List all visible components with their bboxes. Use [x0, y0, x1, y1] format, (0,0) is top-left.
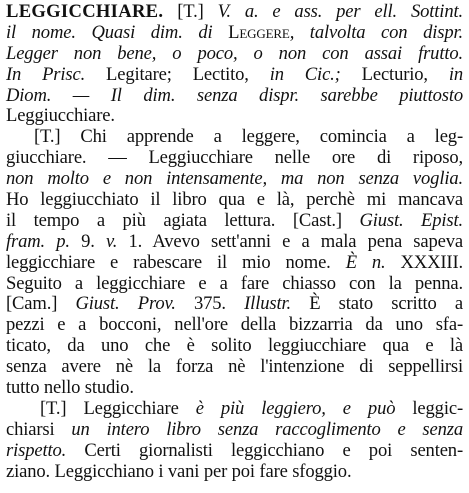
entry-text: Illustr.	[244, 293, 291, 315]
entry-text: , talvolta con dispr.	[289, 21, 463, 43]
entry-text: [Cam.]	[6, 293, 76, 315]
entry-text: pezzi e a bocconi, nell'ore della bizzarria da uno sfa-	[6, 314, 463, 336]
entry-text: Giust. Prov.	[75, 293, 176, 315]
entry-line	[6, 148, 463, 169]
entry-line	[6, 169, 463, 190]
entry-text: ziano. Leggicchiano i vani per poi fare sfoggio.	[6, 460, 352, 482]
entry-line	[6, 378, 463, 399]
entry-line	[6, 44, 463, 65]
entry-text: leggic-	[395, 397, 463, 419]
entry-line	[6, 441, 463, 462]
entry-line	[6, 211, 463, 232]
entry-text: Leggere	[228, 21, 290, 43]
entry-text: 375.	[175, 293, 245, 315]
entry-line	[6, 420, 463, 441]
entry-text: il tempo a più agiata lettura. [Cast.]	[6, 209, 360, 231]
entry-line	[6, 462, 463, 483]
entry-text: 1. Avevo sett'anni e a mala pena sapeva	[117, 230, 463, 252]
entry-text: un intero libro senza raccoglimento e senza	[71, 418, 464, 440]
entry-text: chiarsi	[6, 418, 72, 440]
entry-text: V. a. e ass. per ell. Sottint.	[217, 1, 463, 22]
entry-line	[6, 399, 463, 420]
entry-text: Diom. — Il dim. senza dispr. sarebbe piuttosto	[6, 84, 463, 106]
entry-text: [T.]	[163, 1, 218, 22]
entry-line	[6, 357, 463, 378]
entry-text: Seguito a leggicchiare e a fare chiasso con la penna.	[6, 272, 463, 294]
entry-text: Legger non bene, o poco, o non con assai frutto.	[6, 42, 463, 64]
entry-text: rispetto.	[6, 439, 67, 461]
entry-line	[6, 127, 463, 148]
headword: LEGGICCHIARE.	[6, 1, 164, 22]
entry-text: in Cic.;	[269, 63, 341, 85]
entry-text: 9.	[69, 230, 107, 252]
entry-line	[6, 336, 463, 357]
entry-text: giucchiare. — Leggiucchiare nelle ore di riposo,	[6, 147, 463, 169]
entry-line	[6, 23, 463, 44]
entry-text: leggicchiare e rabescare il mio nome.	[6, 251, 346, 273]
entry-text: Ho leggiucchiato il libro qua e là, perchè mi mancava	[6, 189, 463, 211]
entry-text: fram. p.	[6, 230, 70, 252]
entry-text: [T.] Chi apprende a leggere, comincia a leg-	[34, 126, 463, 148]
entry-text: Certi giornalisti leggicchiano e poi senten-	[66, 439, 463, 461]
entry-line	[6, 106, 463, 127]
entry-text: Lecturio,	[340, 63, 449, 85]
entry-text: Legitare; Lectito,	[85, 63, 270, 85]
entry-text: il nome. Quasi dim. di	[6, 21, 229, 43]
entry-line	[6, 2, 463, 23]
entry-text: tutto nello studio.	[6, 377, 134, 399]
entry-text: senza avere nè la forza nè l'intenzione di seppellirsi	[6, 356, 463, 378]
entry-text: Giust. Epist.	[359, 209, 463, 231]
entry-text: Leggiucchiare.	[6, 105, 115, 127]
entry-text: XXXIII.	[385, 251, 464, 273]
entry-text: È n.	[345, 251, 386, 273]
entry-text: in	[448, 63, 464, 85]
entry-line	[6, 190, 463, 211]
entry-line	[6, 65, 463, 86]
entry-text: non molto e non intensamente, ma non senza voglia.	[6, 168, 463, 190]
entry-line	[6, 294, 463, 315]
entry-text: [T.] Leggicchiare	[40, 397, 196, 419]
entry-line	[6, 274, 463, 295]
entry-line	[6, 315, 463, 336]
entry-line	[6, 232, 463, 253]
entry-text: è più leggiero, e può	[195, 397, 396, 419]
entry-text: v.	[106, 230, 118, 252]
entry-line	[6, 253, 463, 274]
entry-text: In Prisc.	[6, 63, 86, 85]
entry-text: ticato, da uno che è solito leggiucchiare qua e là	[6, 335, 463, 357]
entry-line	[6, 86, 463, 107]
entry-text: È stato scritto a	[291, 293, 464, 315]
